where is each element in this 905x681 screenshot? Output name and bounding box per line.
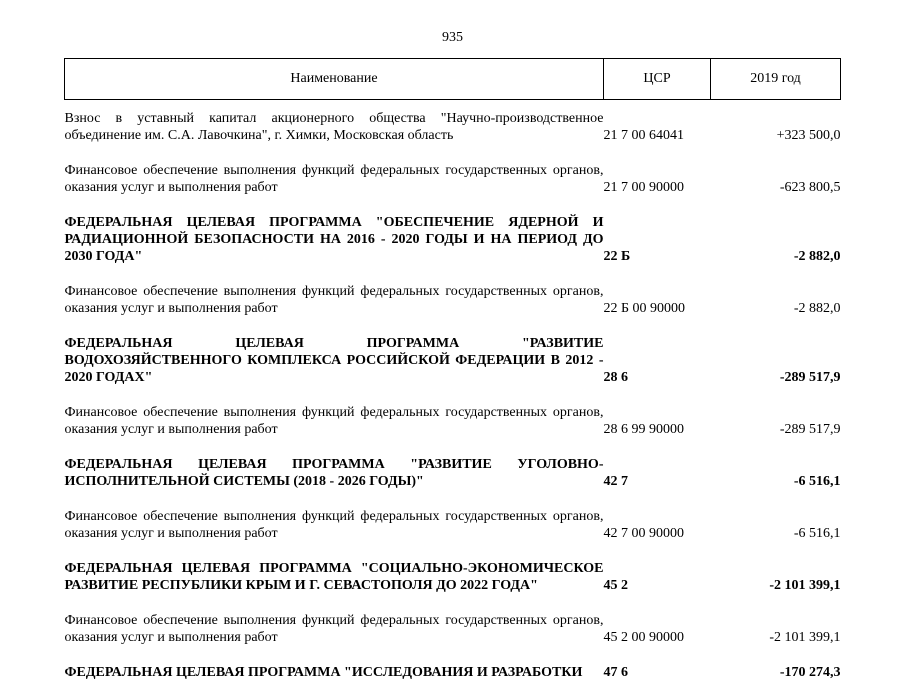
row-spacer [65, 265, 841, 283]
row-spacer-cell [65, 646, 841, 664]
row-spacer [65, 100, 841, 111]
row-code-cell: 45 2 [604, 560, 711, 594]
row-spacer [65, 196, 841, 214]
table-row [65, 456, 841, 490]
row-spacer [65, 594, 841, 612]
row-name-cell: ФЕДЕРАЛЬНАЯ ЦЕЛЕВАЯ ПРОГРАММА "РАЗВИТИЕ УГОЛОВНО-ИСПОЛНИТЕЛЬНОЙ СИСТЕМЫ (2018 - 2026 ГОДЫ)" [65, 456, 604, 490]
table-header-row [65, 59, 841, 100]
row-amount-cell: -623 800,5 [711, 162, 841, 196]
row-amount-cell: +323 500,0 [711, 110, 841, 144]
column-header-year: 2019 год [711, 59, 841, 100]
row-name-cell: ФЕДЕРАЛЬНАЯ ЦЕЛЕВАЯ ПРОГРАММА "ИССЛЕДОВАНИЯ И РАЗРАБОТКИ [65, 664, 604, 681]
budget-table [64, 58, 841, 681]
table-row [65, 110, 841, 144]
row-code-cell: 28 6 99 90000 [604, 404, 711, 438]
row-amount-cell: -2 101 399,1 [711, 560, 841, 594]
table-row [65, 335, 841, 386]
row-code-cell: 21 7 00 90000 [604, 162, 711, 196]
row-amount-cell: -6 516,1 [711, 508, 841, 542]
row-spacer [65, 144, 841, 162]
row-amount-cell: -6 516,1 [711, 456, 841, 490]
row-spacer-cell [65, 317, 841, 335]
row-amount-cell: -2 882,0 [711, 283, 841, 317]
row-code-cell: 47 6 [604, 664, 711, 681]
row-spacer-cell [65, 144, 841, 162]
row-spacer-cell [65, 265, 841, 283]
row-name-cell: ФЕДЕРАЛЬНАЯ ЦЕЛЕВАЯ ПРОГРАММА "СОЦИАЛЬНО-ЭКОНОМИЧЕСКОЕ РАЗВИТИЕ РЕСПУБЛИКИ КРЫМ И Г. СЕВАСТОПОЛЯ ДО 2022 ГОДА" [65, 560, 604, 594]
row-spacer-cell [65, 386, 841, 404]
row-spacer-cell [65, 542, 841, 560]
row-code-cell: 42 7 [604, 456, 711, 490]
row-spacer-cell [65, 438, 841, 456]
row-name-cell: ФЕДЕРАЛЬНАЯ ЦЕЛЕВАЯ ПРОГРАММА "РАЗВИТИЕ ВОДОХОЗЯЙСТВЕННОГО КОМПЛЕКСА РОССИЙСКОЙ ФЕДЕРАЦИИ В 2012 - 2020 ГОДАХ" [65, 335, 604, 386]
page-number: 935 [0, 30, 905, 46]
table-row [65, 612, 841, 646]
row-name-cell: Финансовое обеспечение выполнения функций федеральных государственных органов, оказания услуг и выполнения работ [65, 612, 604, 646]
row-spacer-cell [65, 196, 841, 214]
row-name-cell: Финансовое обеспечение выполнения функций федеральных государственных органов, оказания услуг и выполнения работ [65, 283, 604, 317]
row-spacer-cell [65, 490, 841, 508]
row-amount-cell: -289 517,9 [711, 335, 841, 386]
row-spacer [65, 542, 841, 560]
table-row [65, 508, 841, 542]
row-name-cell: Взнос в уставный капитал акционерного общества "Научно-производственное объединение им. С.А. Лавочкина", г. Химки, Московская область [65, 110, 604, 144]
row-spacer [65, 386, 841, 404]
table-row [65, 664, 841, 681]
row-code-cell: 42 7 00 90000 [604, 508, 711, 542]
row-spacer [65, 317, 841, 335]
row-name-cell: ФЕДЕРАЛЬНАЯ ЦЕЛЕВАЯ ПРОГРАММА "ОБЕСПЕЧЕНИЕ ЯДЕРНОЙ И РАДИАЦИОННОЙ БЕЗОПАСНОСТИ НА 2016 - 2020 ГОДЫ И НА ПЕРИОД ДО 2030 ГОДА" [65, 214, 604, 265]
table-row [65, 214, 841, 265]
row-code-cell: 45 2 00 90000 [604, 612, 711, 646]
table-row [65, 404, 841, 438]
row-spacer-cell [65, 594, 841, 612]
row-spacer-cell [65, 100, 841, 111]
row-spacer [65, 438, 841, 456]
row-code-cell: 22 Б [604, 214, 711, 265]
table-body [65, 100, 841, 681]
row-name-cell: Финансовое обеспечение выполнения функций федеральных государственных органов, оказания услуг и выполнения работ [65, 162, 604, 196]
row-name-cell: Финансовое обеспечение выполнения функций федеральных государственных органов, оказания услуг и выполнения работ [65, 508, 604, 542]
row-amount-cell: -2 101 399,1 [711, 612, 841, 646]
row-amount-cell: -170 274,3 [711, 664, 841, 681]
row-amount-cell: -289 517,9 [711, 404, 841, 438]
row-spacer [65, 490, 841, 508]
column-header-name: Наименование [65, 59, 604, 100]
row-code-cell: 21 7 00 64041 [604, 110, 711, 144]
row-code-cell: 22 Б 00 90000 [604, 283, 711, 317]
table-row [65, 162, 841, 196]
column-header-code: ЦСР [604, 59, 711, 100]
row-amount-cell: -2 882,0 [711, 214, 841, 265]
row-code-cell: 28 6 [604, 335, 711, 386]
table-row [65, 283, 841, 317]
row-name-cell: Финансовое обеспечение выполнения функций федеральных государственных органов, оказания услуг и выполнения работ [65, 404, 604, 438]
table-row [65, 560, 841, 594]
row-spacer [65, 646, 841, 664]
